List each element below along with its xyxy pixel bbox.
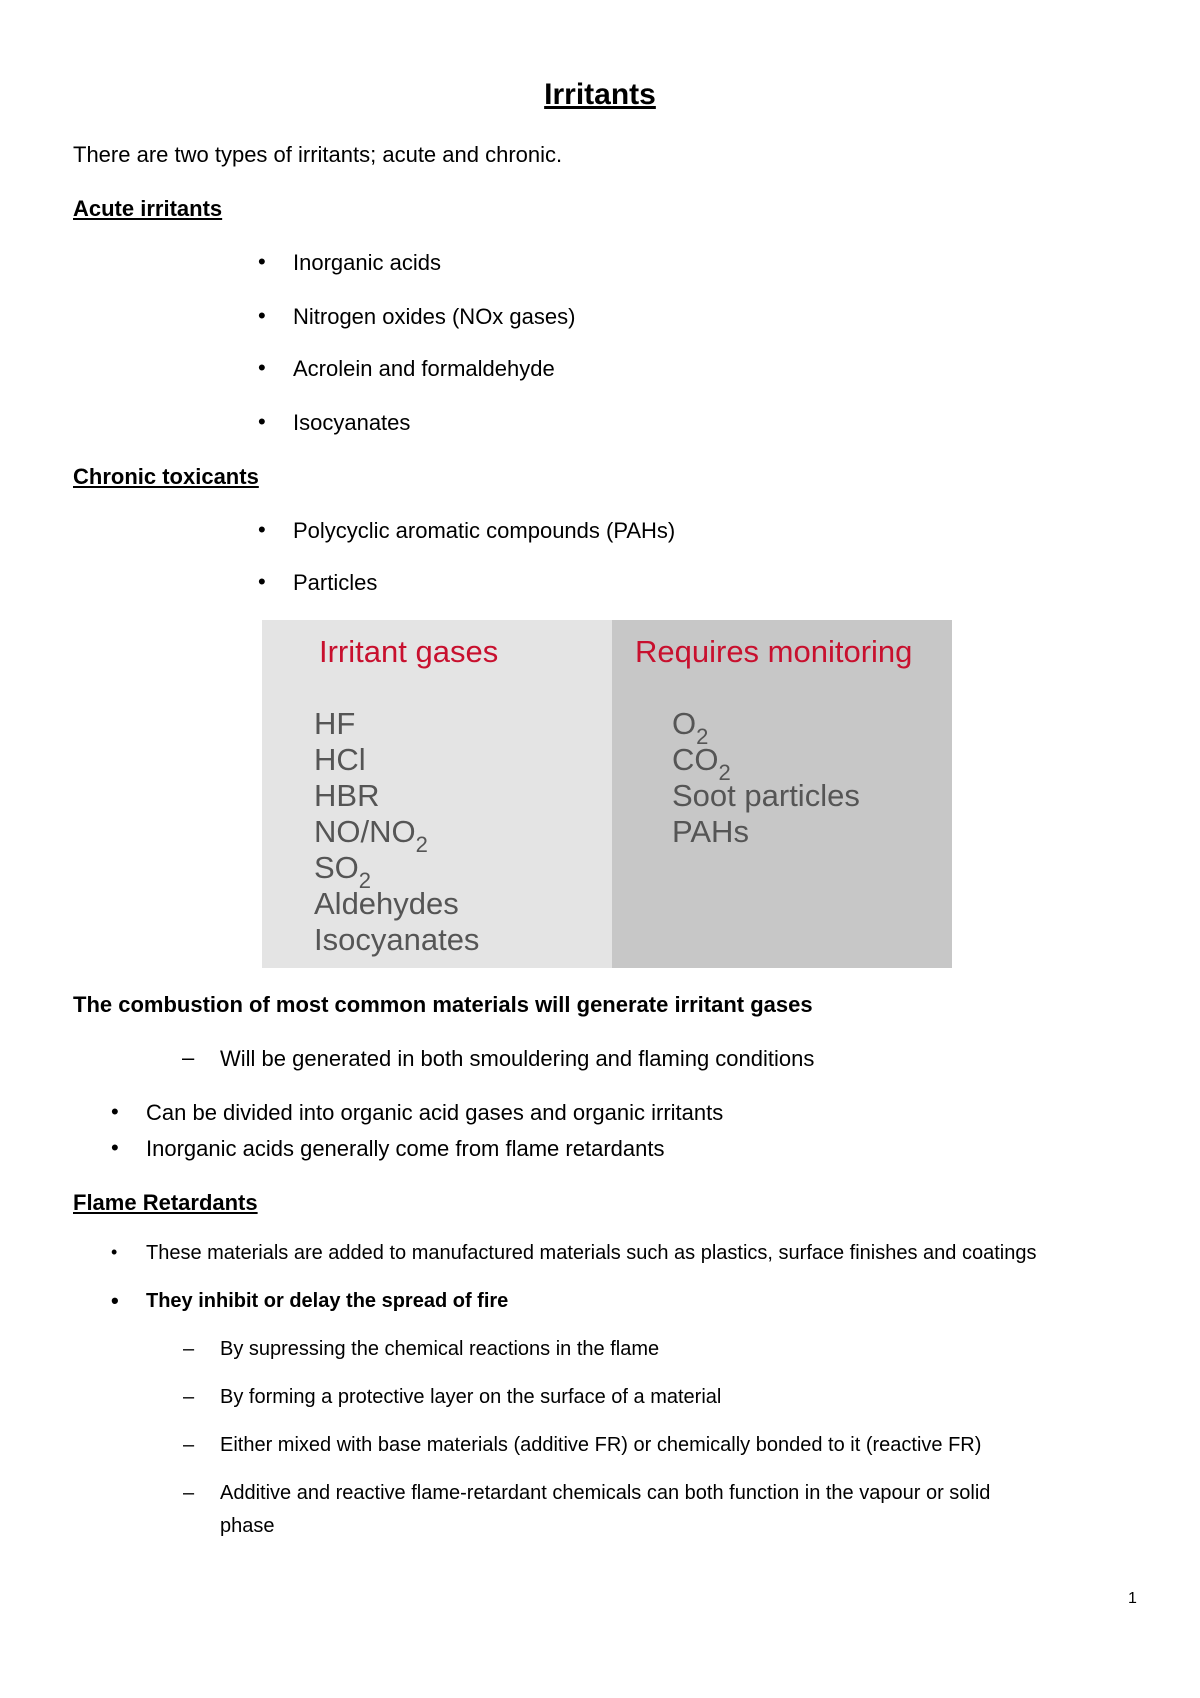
bullet-icon: • [111,1288,119,1313]
list-item: • Acrolein and formaldehyde [258,355,555,381]
requires-monitoring-heading: Requires monitoring [635,634,913,669]
list-item: • Polycyclic aromatic compounds (PAHs) [258,517,676,543]
dash-icon: – [183,1434,195,1456]
list-item: – By forming a protective layer on the surface of a material [183,1386,722,1408]
bullet-icon: • [258,517,266,542]
irritant-gases-panel [262,620,612,968]
bullet-icon: • [258,355,266,380]
page-number: 1 [1128,1590,1137,1607]
dash-icon: – [183,1482,195,1504]
list-item: • Can be divided into organic acid gases and organic irritants [111,1099,724,1125]
gas-pahs: PAHs [672,814,749,849]
page-title: Irritants [544,78,656,111]
gas-so2: $SO_2$ [314,850,372,893]
gas-isocyanates: Isocyanates [314,922,480,957]
list-item: • Particles [258,569,378,595]
bullet-icon: • [111,1099,119,1124]
chronic-heading: Chronic toxicants [73,464,259,489]
intro-text: There are two types of irritants; acute and chronic. [73,142,563,167]
bullet-icon: • [111,1135,119,1160]
combustion-heading: The combustion of most common materials will generate irritant gases [73,992,813,1017]
list-item: • Inorganic acids generally come from flame retardants [111,1135,665,1161]
list-item: • These materials are added to manufactured materials such as plastics, surface finishes and coatings [111,1242,1037,1264]
irritant-gases-heading: Irritant gases [319,634,499,669]
gas-o2: $O_2$ [672,706,709,749]
list-item: • They inhibit or delay the spread of fire [111,1288,509,1313]
gas-hbr: HBR [314,778,380,813]
bullet-icon: • [258,303,266,328]
acute-heading: Acute irritants [73,196,223,221]
list-item-continuation: phase [220,1515,275,1537]
list-item: – By supressing the chemical reactions in the flame [183,1338,660,1360]
dash-icon: – [182,1045,195,1070]
gas-hcl: HCl [314,742,366,777]
bullet-icon: • [258,569,266,594]
bullet-icon: • [258,249,266,274]
bullet-icon: • [111,1242,118,1262]
list-item: • Inorganic acids [258,249,441,275]
gas-no: $NO/NO_2$ [314,814,428,857]
list-item: • Nitrogen oxides (NOx gases) [258,303,576,329]
list-item: • Isocyanates [258,409,411,435]
gas-co2: $CO_2$ [672,742,731,785]
gas-aldehydes: Aldehydes [314,886,459,921]
list-item: – Will be generated in both smouldering and flaming conditions [182,1045,815,1071]
list-item: – Either mixed with base materials (additive FR) or chemically bonded to it (reactive FR) [183,1434,982,1456]
bullet-icon: • [258,409,266,434]
flame-retardants-heading: Flame Retardants [73,1190,258,1215]
requires-monitoring-panel [612,620,952,968]
irritant-gases-figure [262,620,952,968]
dash-icon: – [183,1386,195,1408]
list-item: – Additive and reactive flame-retardant chemicals can both function in the vapour or solid [183,1482,991,1504]
dash-icon: – [183,1338,195,1360]
gas-soot: Soot particles [672,778,860,813]
gas-hf: HF [314,706,356,741]
